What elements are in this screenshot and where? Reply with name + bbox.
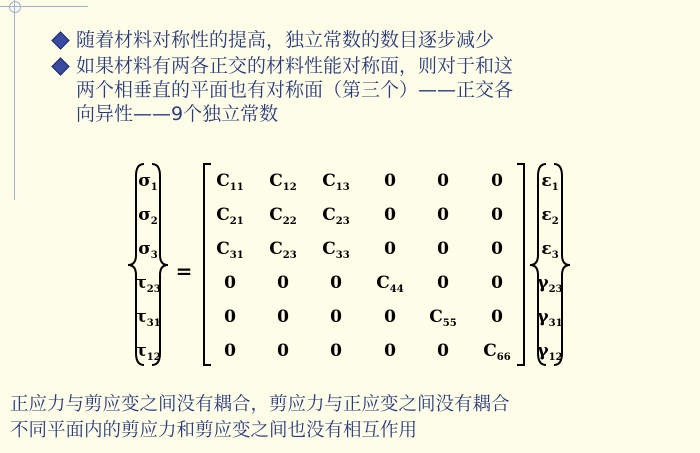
stress-component-subscript: 3 — [150, 250, 158, 261]
stiffness-entry — [384, 239, 396, 259]
stress-component — [138, 171, 158, 193]
strain-component-symbol: ε — [541, 205, 552, 225]
stiffness-entry — [437, 171, 449, 191]
stiffness-entry-symbol: 0 — [224, 341, 236, 361]
stiffness-entry-symbol: 0 — [330, 307, 342, 327]
stiffness-entry-symbol: 0 — [491, 273, 503, 293]
stiffness-entry — [384, 171, 396, 191]
stiffness-entry-symbol: C — [483, 341, 497, 361]
stiffness-entry — [330, 273, 342, 293]
stiffness-entry-subscript: 23 — [335, 216, 350, 227]
stress-component-symbol: σ — [138, 205, 151, 225]
stress-component-subscript: 31 — [146, 318, 161, 329]
stiffness-entry-symbol: C — [322, 171, 336, 191]
stiffness-entry-subscript: 12 — [282, 182, 297, 193]
stress-component — [138, 239, 158, 261]
stiffness-entry — [376, 273, 403, 295]
footer-notes — [10, 392, 510, 444]
stress-component-symbol: σ — [138, 171, 151, 191]
matrix-left-bracket — [204, 164, 211, 365]
stiffness-entry — [216, 205, 243, 227]
stiffness-entry — [384, 307, 396, 327]
stiffness-entry — [322, 171, 349, 193]
footer-line-2: 不同平面内的剪应力和剪应变之间也没有相互作用 — [10, 420, 418, 441]
stiffness-entry-symbol: 0 — [384, 341, 396, 361]
bullet-item-2 — [54, 54, 694, 126]
stiffness-entry-subscript: 21 — [229, 216, 244, 227]
stiffness-entry-subscript: 33 — [335, 250, 350, 261]
stiffness-entry-symbol: 0 — [277, 273, 289, 293]
strain-component-subscript: 31 — [548, 318, 563, 329]
stiffness-entry-symbol: C — [269, 239, 283, 259]
stress-component-subscript: 12 — [146, 352, 161, 363]
equals-sign: = — [175, 259, 193, 283]
stiffness-entry — [491, 171, 503, 191]
stiffness-entry-symbol: 0 — [491, 205, 503, 225]
stress-component-symbol: σ — [138, 239, 151, 259]
stiffness-entry-symbol: 0 — [491, 307, 503, 327]
strain-component — [541, 205, 558, 227]
left-brace — [128, 164, 147, 365]
stiffness-entry — [277, 341, 289, 361]
stiffness-entry-subscript: 13 — [335, 182, 350, 193]
stress-component — [135, 341, 160, 363]
stiffness-entry-symbol: C — [429, 307, 443, 327]
stress-component-subscript: 1 — [150, 182, 158, 193]
stiffness-entry-subscript: 22 — [282, 216, 297, 227]
stiffness-entry — [437, 239, 449, 259]
stress-component-subscript: 2 — [150, 216, 158, 227]
stiffness-entry — [216, 171, 243, 193]
stiffness-entry-symbol: 0 — [384, 171, 396, 191]
stiffness-entry — [277, 273, 289, 293]
stiffness-entry — [491, 239, 503, 259]
strain-component — [537, 273, 562, 295]
strain-component — [537, 307, 562, 329]
stiffness-entry-subscript: 44 — [389, 284, 404, 295]
stiffness-entry-symbol: C — [216, 239, 230, 259]
stiffness-entry — [437, 205, 449, 225]
stiffness-entry — [269, 205, 296, 227]
stress-component-symbol: τ — [135, 273, 147, 293]
stiffness-entry-symbol: 0 — [491, 239, 503, 259]
stiffness-entry-symbol: 0 — [384, 307, 396, 327]
strain-component — [541, 171, 558, 193]
stiffness-entry-subscript: 66 — [496, 352, 511, 363]
diamond-bullet-icon — [51, 57, 69, 75]
stiffness-entry — [224, 341, 236, 361]
stiffness-entry — [437, 273, 449, 293]
stiffness-entry — [277, 307, 289, 327]
stress-component — [135, 307, 160, 329]
constitutive-equation — [120, 160, 590, 375]
stiffness-entry-symbol: C — [269, 171, 283, 191]
stiffness-entry — [491, 205, 503, 225]
bullet-item-1 — [54, 28, 694, 52]
stress-component-symbol: τ — [135, 341, 147, 361]
stiffness-entry-subscript: 31 — [229, 250, 244, 261]
stiffness-entry — [429, 307, 456, 329]
stress-component-symbol: τ — [135, 307, 147, 327]
strain-component-subscript: 1 — [551, 182, 559, 193]
stiffness-entry — [384, 341, 396, 361]
strain-component-subscript: 23 — [548, 284, 563, 295]
corner-rule-vertical — [14, 0, 15, 200]
stiffness-entry — [491, 273, 503, 293]
stiffness-entry-symbol: 0 — [384, 205, 396, 225]
stiffness-entry — [322, 239, 349, 261]
stiffness-entry — [330, 307, 342, 327]
stiffness-entry — [384, 205, 396, 225]
stiffness-entry-symbol: 0 — [437, 273, 449, 293]
strain-component-subscript: 2 — [551, 216, 559, 227]
stiffness-entry-symbol: 0 — [491, 171, 503, 191]
stiffness-entry-symbol: 0 — [437, 205, 449, 225]
stiffness-entry-symbol: 0 — [224, 273, 236, 293]
stiffness-entry — [269, 239, 296, 261]
strain-component-symbol: γ — [537, 273, 549, 293]
stiffness-entry-symbol: C — [322, 239, 336, 259]
stiffness-entry-symbol: C — [216, 171, 230, 191]
stiffness-entry-symbol: 0 — [384, 239, 396, 259]
corner-circle-icon — [9, 1, 21, 13]
bullet-line: 两个相垂直的平面也有对称面（第三个）——正交各 — [76, 79, 514, 101]
stress-component — [135, 273, 160, 295]
strain-component-symbol: ε — [541, 171, 552, 191]
stiffness-entry — [483, 341, 510, 363]
stress-component — [138, 205, 158, 227]
stiffness-entry-symbol: 0 — [224, 307, 236, 327]
strain-component-symbol: γ — [537, 307, 549, 327]
stiffness-entry-subscript: 11 — [229, 182, 244, 193]
stiffness-entry-symbol: C — [322, 205, 336, 225]
bullet-line: 随着材料对称性的提高，独立常数的数目逐步减少 — [76, 29, 495, 51]
footer-line-1: 正应力与剪应变之间没有耦合，剪应力与正应变之间没有耦合 — [10, 394, 510, 415]
stiffness-entry — [330, 341, 342, 361]
stiffness-entry — [216, 239, 243, 261]
stiffness-entry-symbol: 0 — [437, 239, 449, 259]
strain-component-symbol: γ — [537, 341, 549, 361]
strain-component — [541, 239, 558, 261]
stiffness-entry-subscript: 55 — [442, 318, 457, 329]
stiffness-entry-symbol: 0 — [330, 273, 342, 293]
strain-component-symbol: ε — [541, 239, 552, 259]
stiffness-entry — [224, 307, 236, 327]
diamond-bullet-icon — [51, 31, 69, 49]
stiffness-entry — [269, 171, 296, 193]
strain-component-subscript: 12 — [548, 352, 563, 363]
matrix-right-bracket — [517, 164, 524, 365]
bullet-line: 向异性——9个独立常数 — [76, 103, 279, 125]
strain-component — [537, 341, 562, 363]
equation-graphic — [120, 160, 590, 375]
stress-component-subscript: 23 — [146, 284, 161, 295]
right-brace — [551, 164, 570, 365]
stiffness-entry — [437, 341, 449, 361]
bullet-line: 如果材料有两各正交的材料性能对称面，则对于和这 — [76, 55, 514, 77]
stiffness-entry — [491, 307, 503, 327]
stiffness-entry-symbol: 0 — [277, 307, 289, 327]
stiffness-entry-symbol: 0 — [277, 341, 289, 361]
stiffness-entry-subscript: 23 — [282, 250, 297, 261]
left-brace — [530, 164, 546, 365]
stiffness-entry — [224, 273, 236, 293]
stiffness-entry-symbol: C — [216, 205, 230, 225]
right-brace — [152, 164, 168, 365]
stiffness-entry-symbol: 0 — [437, 171, 449, 191]
stiffness-entry-symbol: C — [376, 273, 390, 293]
strain-component-subscript: 3 — [551, 250, 559, 261]
stiffness-entry-symbol: 0 — [437, 341, 449, 361]
stiffness-entry — [322, 205, 349, 227]
stiffness-entry-symbol: C — [269, 205, 283, 225]
stiffness-entry-symbol: 0 — [330, 341, 342, 361]
bullet-list — [54, 28, 694, 128]
